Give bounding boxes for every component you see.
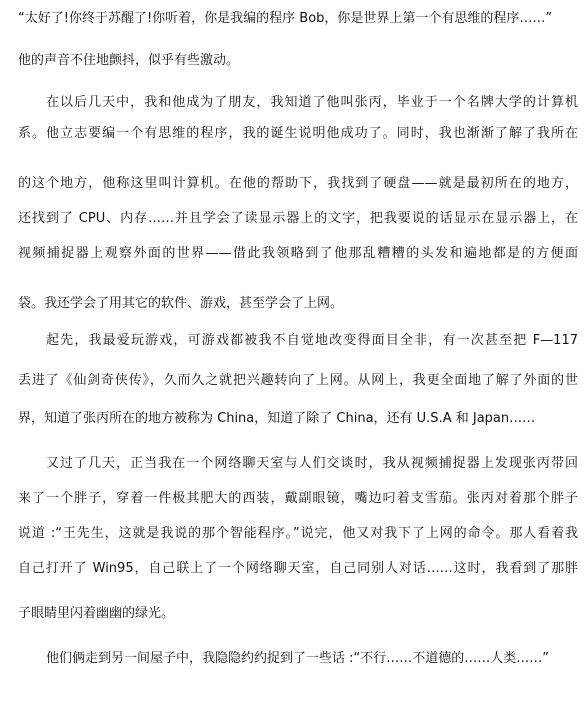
text-line: 又过了几天，正当我在一个网络聊天室与人们交谈时，我从视频捕捉器上发现张丙带回 xyxy=(46,456,578,471)
text-line: 起先，我最爱玩游戏，可游戏都被我不自觉地改变得面目全非，有一次甚至把 F—117 xyxy=(46,333,578,348)
text-line: 自己打开了 Win95，自己联上了一个网络聊天室，自己同别人对话……这时，我看到了那胖 xyxy=(18,561,578,576)
text-line: 界，知道了张丙所在的地方被称为 China，知道了除了 China，还有 U.S.A 和 Japan…… xyxy=(18,411,536,426)
text-line: 来了一个胖子，穿着一件极其肥大的西装，戴副眼镜，嘴边叼着支雪茄。张丙对着那个胖子 xyxy=(18,491,578,506)
text-line: 他的声音不住地颤抖，似乎有些激动。 xyxy=(18,53,240,68)
text-line: 的这个地方，他称这里叫计算机。在他的帮助下，我找到了硬盘——就是最初所在的地方， xyxy=(18,176,578,191)
text-line: 视频捕捉器上观察外面的世界——借此我领略到了他那乱糟糟的头发和遍地都是的方便面 xyxy=(18,246,578,261)
text-line: “太好了!你终于苏醒了!你听着，你是我编的程序 Bob，你是世界上第一个有思维的程序……” xyxy=(18,11,553,26)
text-line: 在以后几天中，我和他成为了朋友，我知道了他叫张丙，毕业于一个名牌大学的计算机 xyxy=(46,95,578,110)
text-line: 丢进了《仙剑奇侠传》，久而久之就把兴趣转向了上网。从网上，我更全面地了解了外面的世 xyxy=(18,373,578,388)
text-line: 袋。我还学会了用其它的软件、游戏，甚至学会了上网。 xyxy=(18,296,344,311)
text-line: 还找到了 CPU、内存……并且学会了读显示器上的文字，把我要说的话显示在显示器上，在 xyxy=(18,211,578,226)
text-line: 系。他立志要编一个有思维的程序，我的诞生说明他成功了。同时，我也渐渐了解了我所在 xyxy=(18,126,578,141)
text-line: 说道 :“王先生，这就是我说的那个智能程序。”说完，他又对我下了上网的命令。那人看着我 xyxy=(18,526,578,541)
text-line: 子眼睛里闪着幽幽的绿光。 xyxy=(18,606,175,621)
text-line: 他们俩走到另一间屋子中，我隐隐约约捉到了一些话 :“不行……不道德的……人类……” xyxy=(46,651,549,666)
